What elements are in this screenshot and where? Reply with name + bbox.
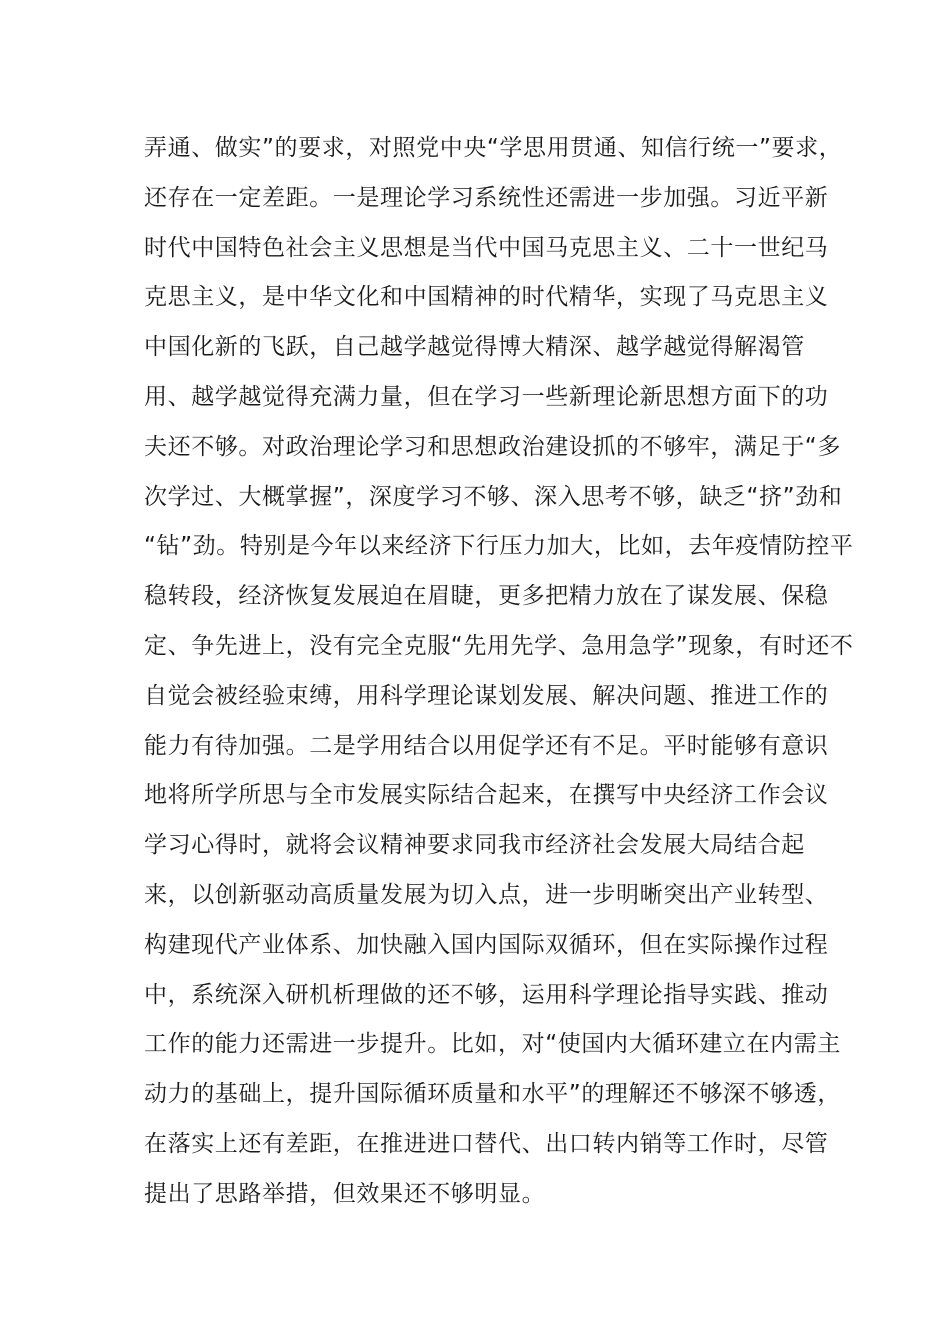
text-line: 用、越学越觉得充满力量，但在学习一些新理论新思想方面下的功: [144, 383, 829, 410]
text-line: 来，以创新驱动高质量发展为切入点，进一步明晰突出产业转型、: [144, 881, 829, 908]
text-line: 弄通、做实”的要求，对照党中央“学思用贯通、知信行统一”要求，: [144, 135, 843, 161]
text-line: 地将所学所思与全市发展实际结合起来，在撰写中央经济工作会议: [144, 782, 829, 809]
body-paragraph: [144, 124, 854, 1220]
text-line: 中，系统深入研机析理做的还不够，运用科学理论指导实践、推动: [144, 981, 829, 1008]
text-line: 夫还不够。对政治理论学习和思想政治建设抓的不够牢，满足于“多: [144, 433, 841, 460]
text-line: 克思主义，是中华文化和中国精神的时代精华，实现了马克思主义: [144, 284, 829, 311]
text-line: 构建现代产业体系、加快融入国内国际双循环，但在实际操作过程: [144, 931, 829, 958]
text-line: 稳转段，经济恢复发展迫在眉睫，更多把精力放在了谋发展、保稳: [144, 583, 829, 610]
text-line: 定、争先进上，没有完全克服“先用先学、急用急学”现象，有时还不: [144, 632, 854, 659]
text-line: 工作的能力还需进一步提升。比如，对“使国内大循环建立在内需主: [144, 1031, 841, 1058]
text-line: 还存在一定差距。一是理论学习系统性还需进一步加强。习近平新: [144, 184, 829, 211]
text-line: 学习心得时，就将会议精神要求同我市经济社会发展大局结合起: [144, 832, 805, 859]
text-line: 在落实上还有差距，在推进进口替代、出口转内销等工作时，尽管: [144, 1130, 829, 1157]
text-line: 时代中国特色社会主义思想是当代中国马克思主义、二十一世纪马: [144, 234, 829, 261]
text-line: 自觉会被经验束缚，用科学理论谋划发展、解决问题、推进工作的: [144, 682, 829, 709]
text-line: 能力有待加强。二是学用结合以用促学还有不足。平时能够有意识: [144, 732, 829, 759]
text-line: 动力的基础上，提升国际循环质量和水平”的理解还不够深不够透，: [144, 1081, 841, 1108]
text-line: “钻”劲。特别是今年以来经济下行压力加大，比如，去年疫情防控平: [144, 533, 854, 560]
text-line: 中国化新的飞跃，自己越学越觉得博大精深、越学越觉得解渴管: [144, 334, 805, 361]
text-line: 提出了思路举措，但效果还不够明显。: [144, 1180, 546, 1207]
text-line: 次学过、大概掌握”，深度学习不够、深入思考不够，缺乏“挤”劲和: [144, 483, 843, 510]
